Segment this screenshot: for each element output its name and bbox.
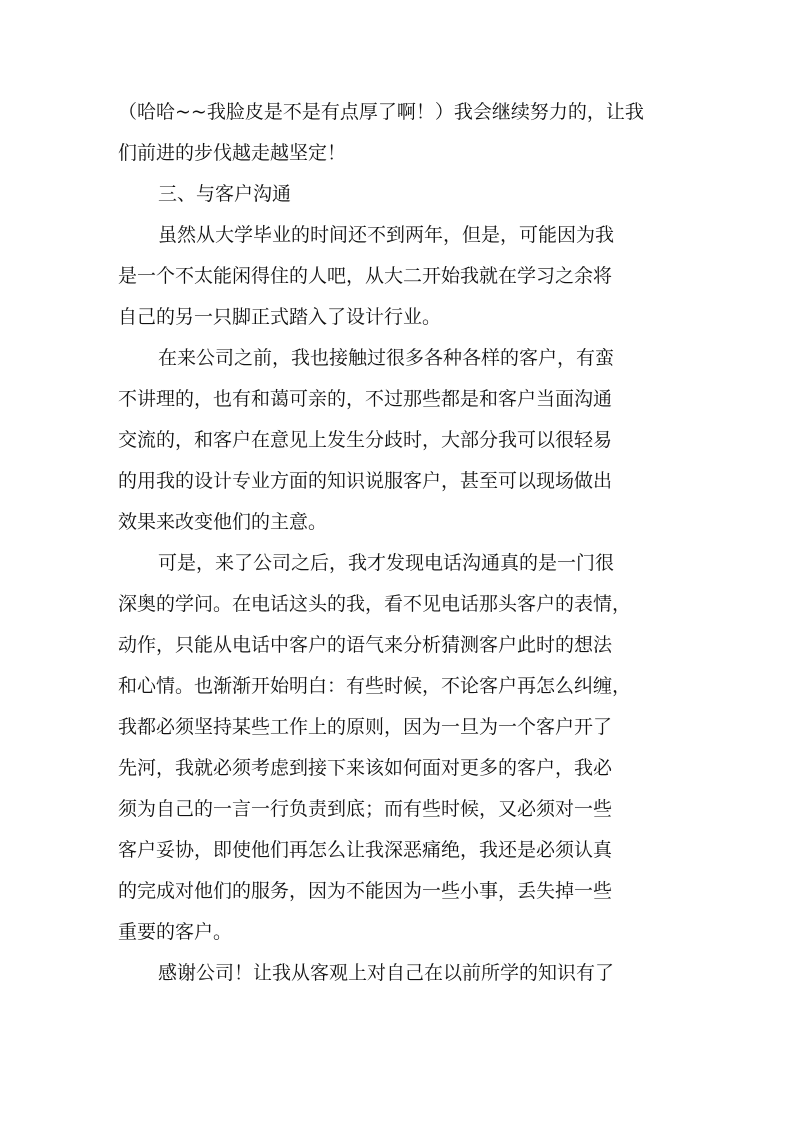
text-line: 是一个不太能闲得住的人吧，从大二开始我就在学习之余将 [118,265,613,287]
document-body [118,92,678,994]
text-line: （哈哈~~我脸皮是不是有点厚了啊！）我会继续努力的，让我 [118,101,644,123]
text-line: 们前进的步伐越走越坚定！ [118,142,347,164]
text-line: 和心情。也渐渐开始明白：有些时候，不论客户再怎么纠缠， [118,675,632,697]
text-line: 先河，我就必须考虑到接下来该如何面对更多的客户，我必 [118,757,613,779]
text-line: 深奥的学问。在电话这头的我，看不见电话那头客户的表情， [118,593,632,615]
text-line: 的用我的设计专业方面的知识说服客户，甚至可以现场做出 [118,470,613,492]
paragraph-first-line: 虽然从大学毕业的时间还不到两年，但是，可能因为我 [158,224,615,246]
text-line: 我都必须坚持某些工作上的原则，因为一旦为一个客户开了 [118,716,613,738]
text-line: 须为自己的一言一行负责到底；而有些时候，又必须对一些 [118,798,613,820]
section-heading: 三、与客户沟通 [158,183,292,205]
text-line: 动作，只能从电话中客户的语气来分析猜测客户此时的想法 [118,634,613,656]
text-line: 效果来改变他们的主意。 [118,511,328,533]
text-line: 重要的客户。 [118,921,233,943]
text-line: 交流的，和客户在意见上发生分歧时，大部分我可以很轻易 [118,429,613,451]
text-line: 不讲理的，也有和蔼可亲的，不过那些都是和客户当面沟通 [118,388,613,410]
text-line: 客户妥协，即使他们再怎么让我深恶痛绝，我还是必须认真 [118,839,613,861]
paragraph-first-line: 可是，来了公司之后，我才发现电话沟通真的是一门很 [158,552,615,574]
text-line: 的完成对他们的服务，因为不能因为一些小事，丢失掉一些 [118,880,613,902]
paragraph-first-line: 感谢公司！让我从客观上对自己在以前所学的知识有了 [158,962,615,984]
paragraph-first-line: 在来公司之前，我也接触过很多各种各样的客户，有蛮 [158,347,615,369]
text-line: 自己的另一只脚正式踏入了设计行业。 [118,306,442,328]
